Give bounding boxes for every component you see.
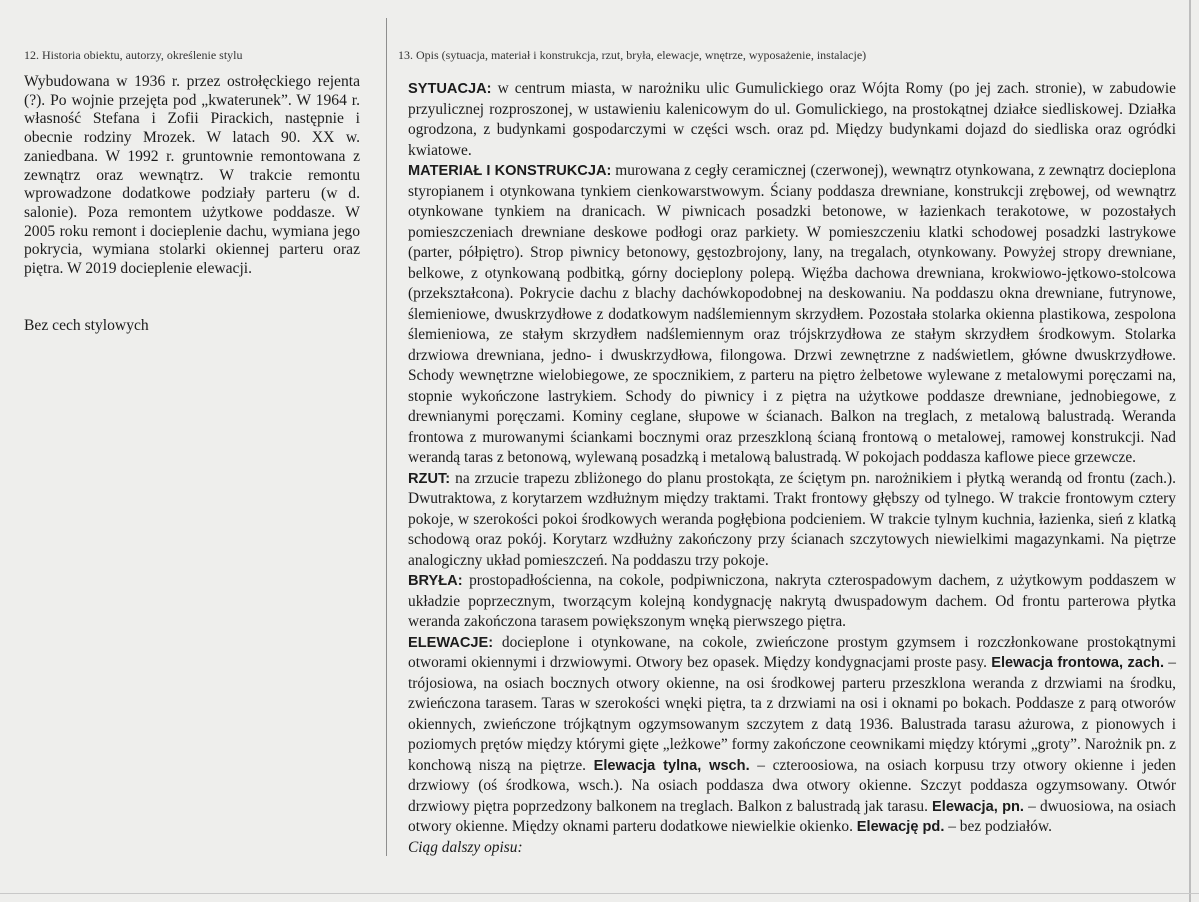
description-column <box>408 79 1176 858</box>
text-elewacja-frontowa: – trójosiowa, na osiach bocznych otwory okienne, na osi środkowej parteru przeszklona weranda z drzwiami na środku, zwieńczona tarasem. Taras w szerokości wnęki piętra, ta z drzwiami na osi i oknami po bokach. Poddasze z parą otworów okiennych, zwieńczone trójkątnym ogzymsowanym szczytem z datą 1936. Balustrada tarasu ażurowa, z pionowych i poziomych prętów między którymi gięte „leżkowe” formy zakończone ceownikami między którymi „groty”. Narożnik pn. z konchową niszą na piętrze. <box>408 654 1176 774</box>
label-elewacje: ELEWACJE: <box>408 634 494 651</box>
text-elewacja-pn: – dwuosiowa, na osiach otwory okienne. Między oknami parteru dodatkowe niewielkie okienko. <box>408 797 1176 835</box>
section-12-header: 12. Historia obiektu, autorzy, określenie stylu <box>24 48 243 62</box>
continuation-text: Ciąg dalszy opisu: <box>408 838 523 856</box>
label-rzut: RZUT: <box>408 470 451 487</box>
paragraph-bryla <box>408 571 1176 633</box>
paragraph-rzut <box>408 469 1176 572</box>
text-material: murowana z cegły ceramicznej (czerwonej), wewnątrz otynkowana, z zewnątrz docieplona styropianem i otynkowana tynkiem cienkowarstwowym. Ściany poddasza drewniane, konstrukcji zrębowej, od wewnątrz otynkowane tynkiem na dranicach. W piwnicach posadzki betonowe, w łazienkach terakotowe, w pozostałych pomieszczeniach drewniane deskowe podłogi oraz parkiety. W pomieszczeniu klatki schodowej posadzki lastrykowe (parter, półpiętro). Strop piwnicy betonowy, gęstozbrojony, lany, na tregalach, otynkowany. Powyżej stropy drewniane, belkowe, z otynkowaną podbitką, górny docieplony polepą. Więźba dachowa drewniana, krokwiowo-jętkowo-stolcowa (przekształcona). Pokrycie dachu z blachy dachówkopodobnej na deskowaniu. Na poddaszu okna drewniane, futrynowe, ślemieniowe, dwuskrzydłowe z dodatkowym nadślemiennym skrzydłem. Pozostała stolarka okienna plastikowa, zespolona ślemieniowa, ze stałym skrzydłem nadślemiennym oraz trójskrzydłowa ze stałym skrzydłem środkowym. Stolarka drzwiowa drewniana, jedno- i dwuskrzydłowa, filongowa. Drzwi zewnętrzne z nadświetlem, główne dwuskrzydłowe. Schody wewnętrzne wielobiegowe, ze spocznikiem, z parteru na piętro żelbetowe wylewane z metalowymi poręczami na, stopnie wykończone lastrykiem. Schody do piwnicy i z piętra na użytkowe poddasze drewniane, jednobiegowe, z drewnianymi poręczami. Kominy ceglane, słupowe w ścianach. Balkon na treglach, z metalową balustradą. Weranda frontowa z murowanymi ściankami bocznymi oraz przeszkloną ścianą frontową o metalowej, ramowej konstrukcji. Nad werandą taras z betonową, wylewaną posadzką i metalową balustradą. W pokojach poddasza kaflowe piece grzewcze. <box>408 162 1176 466</box>
paragraph-elewacje <box>408 633 1176 838</box>
label-elewacja-pn: Elewacja, pn. <box>932 798 1024 815</box>
text-rzut: na zrzucie trapezu zbliżonego do planu prostokąta, ze ściętym pn. narożnikiem i płytką werandą od frontu (zach.). Dwutraktowa, z korytarzem wzdłużnym między traktami. Trakt frontowy głębszy od tylnego. W trakcie frontowym cztery pokoje, w szerokości pokoi środkowych weranda pogłębiona podcieniem. W trakcie tylnym kuchnia, łazienka, sień z klatką schodową oraz pokój. Korytarz wzdłużny zakończony przy ścianach szczytowych niewielkimi magazynkami. Na piętrze analogiczny układ pomieszczeń. Na poddaszu trzy pokoje. <box>408 469 1176 569</box>
history-column <box>24 73 360 335</box>
label-sytuacja: SYTUACJA: <box>408 81 492 97</box>
section-13-header: 13. Opis (sytuacja, materiał i konstrukcja, rzut, bryła, elewacje, wnętrze, wyposażenie, instalacje) <box>398 48 867 62</box>
label-bryla: BRYŁA: <box>408 573 463 589</box>
label-elewacja-tylna: Elewacja tylna, wsch. <box>593 757 750 774</box>
text-bryla: prostopadłościenna, na cokole, podpiwniczona, nakryta czterospadowym dachem, z użytkowym poddaszem w układzie poprzecznym, tworzącym kolejną kondygnację nakrytą dwuspadowym dachem. Od frontu parterowa płytka weranda zakończona tarasem powiększonym wnęką pierwszego piętra. <box>408 572 1176 630</box>
column-divider <box>386 18 387 856</box>
style-text: Bez cech stylowych <box>24 316 149 334</box>
text-elewacja-pd: – bez podziałów. <box>944 818 1052 835</box>
page-edge-right <box>1189 0 1191 902</box>
history-text: Wybudowana w 1936 r. przez ostrołęckiego rejenta (?). Po wojnie przejęta pod „kwaterunek”. W 1964 r. własność Stefana i Zofii Pirackich, następnie i obecnie rodziny Mrozek. W latach 90. XX w. zaniedbana. W 1992 r. gruntownie remontowana z zewnątrz oraz wewnątrz. W trakcie remontu wprowadzone dodatkowe podziały parteru (w d. salonie). Poza remontem użytkowe poddasze. W 2005 roku remont i docieplenie dachu, wymiana jego pokrycia, wymiana stolarki okiennej parteru oraz piętra. W 2019 docieplenie elewacji. <box>24 73 360 278</box>
label-material: MATERIAŁ I KONSTRUKCJA: <box>408 163 612 179</box>
text-elewacje: docieplone i otynkowane, na cokole, zwieńczone prostym gzymsem i rozczłonkowane prostokątnymi otworami okiennymi i drzwiowymi. Otwory bez opasek. Między kondygnacjami proste pasy. <box>408 633 1176 671</box>
text-elewacja-tylna: – czteroosiowa, na osiach korpusu trzy otwory okienne i jeden drzwiowy (oś środkowa, wsch.). Na osiach poddasza dwa otwory okienne. Szczyt poddasza ogzymsowany. Otwór drzwiowy piętra poprzedzony balkonem na treglach. Balkon z balustradą jak tarasu. <box>408 756 1176 815</box>
text-sytuacja: w centrum miasta, w narożniku ulic Gumulickiego oraz Wójta Romy (po jej zach. stronie), w zabudowie przyulicznej rozproszonej, w ustawieniu kalenicowym do ul. Gomulickiego, na prostokątnej działce siedliskowej. Działka ogrodzona, z budynkami gospodarczymi w części wsch. oraz pd. Między budynkami dojazd do siedliska oraz ogródki kwiatowe. <box>408 80 1176 159</box>
paragraph-material <box>408 161 1176 469</box>
paragraph-sytuacja <box>408 79 1176 161</box>
label-elewacja-pd: Elewację pd. <box>856 819 945 835</box>
label-elewacja-frontowa: Elewacja frontowa, zach. <box>991 655 1165 671</box>
page-edge-bottom <box>0 893 1199 894</box>
